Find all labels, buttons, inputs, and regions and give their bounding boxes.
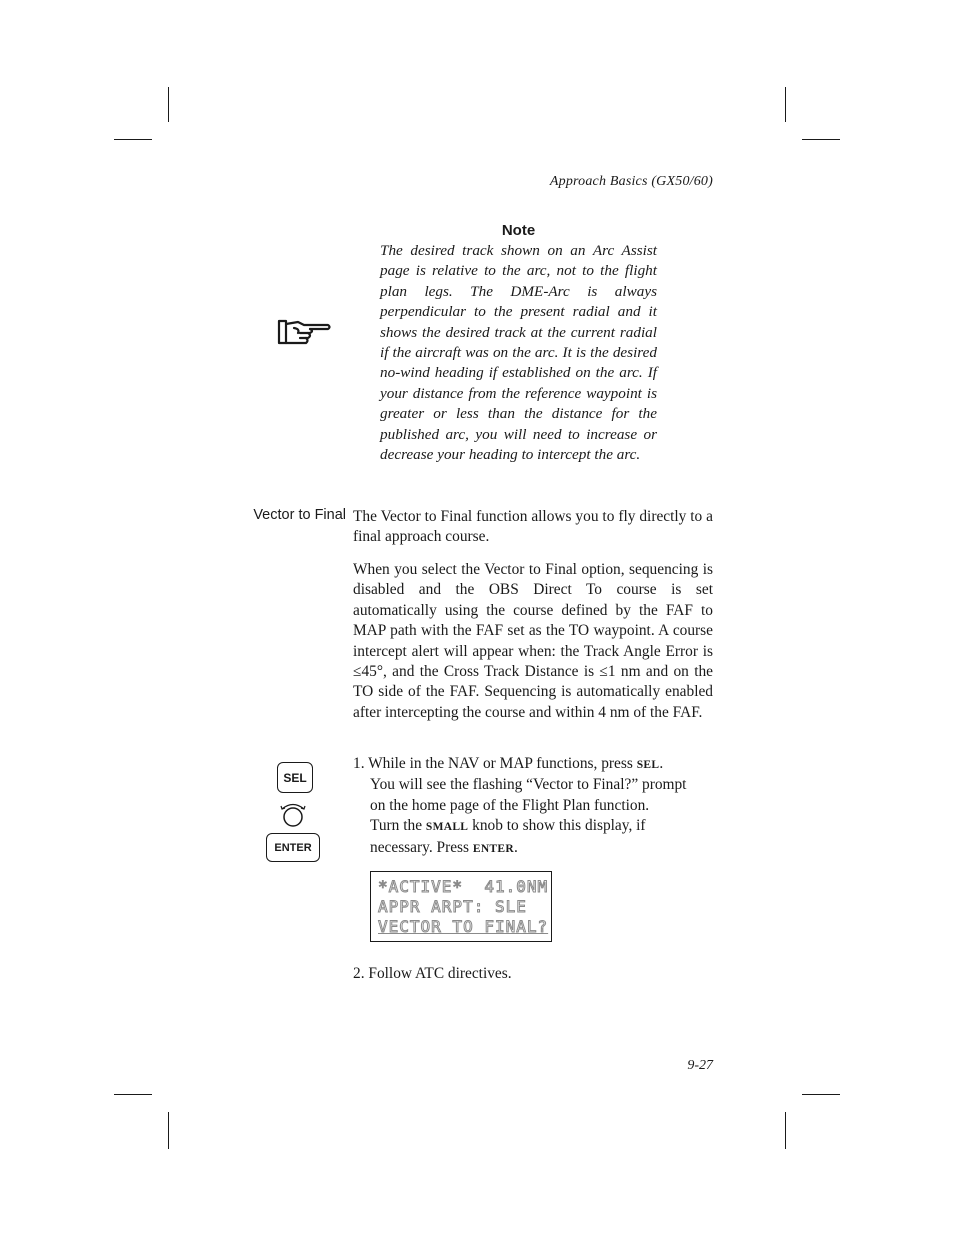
lcd-display: [370, 871, 552, 942]
key-name: ENTER: [472, 842, 514, 855]
step-2: 2. Follow ATC directives.: [353, 965, 512, 982]
running-head: Approach Basics (GX50/60): [549, 174, 713, 189]
section-heading: Vector to Final: [253, 507, 346, 523]
crop-mark: [802, 139, 840, 140]
step-1-line: [353, 816, 715, 837]
key-name: SMALL: [425, 821, 469, 834]
step-1-line: [353, 838, 715, 859]
crop-mark: [168, 1112, 169, 1149]
key-name: SEL: [636, 759, 660, 771]
sel-key-icon: SEL: [277, 762, 313, 793]
crop-mark: [168, 87, 169, 122]
step-1-line: [353, 754, 715, 775]
lcd-line: VECTOR TO FINAL?: [378, 917, 549, 936]
enter-key-icon: ENTER: [266, 833, 320, 862]
step-text: .: [513, 838, 518, 856]
note-title: Note: [501, 222, 536, 239]
lcd-line: *ACTIVE* 41.0NM: [378, 877, 549, 896]
page-number: 9-27: [687, 1058, 713, 1073]
pointing-hand-icon: [276, 316, 332, 348]
rotary-knob-icon: [278, 800, 308, 830]
crop-mark: [785, 87, 786, 122]
crop-mark: [114, 1094, 152, 1095]
crop-mark: [802, 1094, 840, 1095]
note-body: The desired track shown on an Arc Assist page is relative to the arc, not to the flight plan legs. The DME-Arc is always perpendicular to the present radial and it shows the desired track at the current radial if the aircraft was on the arc. It is the desired no-wind heading if established on the arc. If your distance from the reference waypoint is greater or less than the distance for the published arc, you will need to increase or decrease your heading to intercept the arc.: [380, 242, 657, 464]
body-paragraph: The Vector to Final function allows you to fly directly to a final approach course.: [353, 508, 713, 546]
body-paragraph: When you select the Vector to Final option, sequencing is disabled and the OBS Direct To course is set automatically using the course defined by the FAF to MAP path with the FAF set as the TO waypoint. A course intercept alert will appear when: the Track Angle Error is ≤45°, and the Cross Track Distance is ≤1 nm and on the TO side of the FAF. Sequencing is automatically enabled after intercepting the course and within 4 nm of the FAF.: [353, 561, 713, 721]
step-text: 1. While in the NAV or MAP functions, press: [353, 755, 637, 772]
step-text: necessary. Press: [370, 838, 473, 856]
step-1: [353, 754, 715, 859]
step-1-line: on the home page of the Flight Plan function.: [370, 796, 650, 814]
step-text: .: [659, 755, 664, 772]
step-text: knob to show this display, if: [468, 817, 646, 835]
crop-mark: [785, 1112, 786, 1149]
crop-mark: [114, 139, 152, 140]
lcd-line: APPR ARPT: SLE: [378, 897, 527, 916]
step-1-line: You will see the flashing “Vector to Final?” prompt: [370, 776, 687, 794]
step-text: Turn the: [370, 817, 426, 835]
